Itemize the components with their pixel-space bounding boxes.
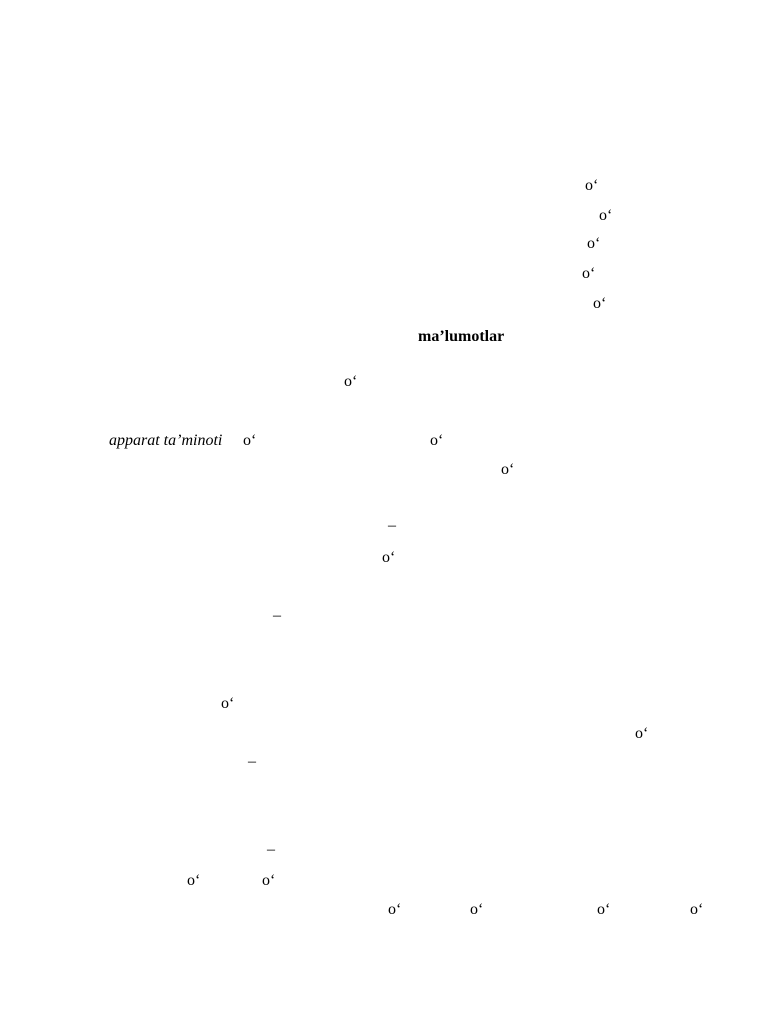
text-fragment: o‘ [593,295,607,312]
text-fragment: o‘ [382,549,396,566]
text-fragment: o‘ [501,461,515,478]
text-fragment: o‘ [262,872,276,889]
text-fragment: o‘ [221,695,235,712]
text-fragment: o‘ [597,901,611,918]
dash-fragment: – [267,841,275,858]
text-fragment: o‘ [585,177,599,194]
italic-term: apparat ta’minoti [109,432,223,449]
text-fragment: o‘ [582,265,596,282]
text-fragment: o‘ [690,901,704,918]
text-fragment: o‘ [430,432,444,449]
dash-fragment: – [248,753,256,770]
text-fragment: o‘ [187,872,201,889]
text-fragment: o‘ [388,901,402,918]
text-fragment: o‘ [599,207,613,224]
text-fragment: o‘ [470,901,484,918]
dash-fragment: – [273,607,281,624]
text-fragment: o‘ [587,235,601,252]
dash-fragment: – [388,517,396,534]
text-fragment: o‘ [635,725,649,742]
text-fragment: o‘ [344,373,358,390]
text-fragment: o‘ [243,432,257,449]
section-heading: ma’lumotlar [418,328,505,345]
